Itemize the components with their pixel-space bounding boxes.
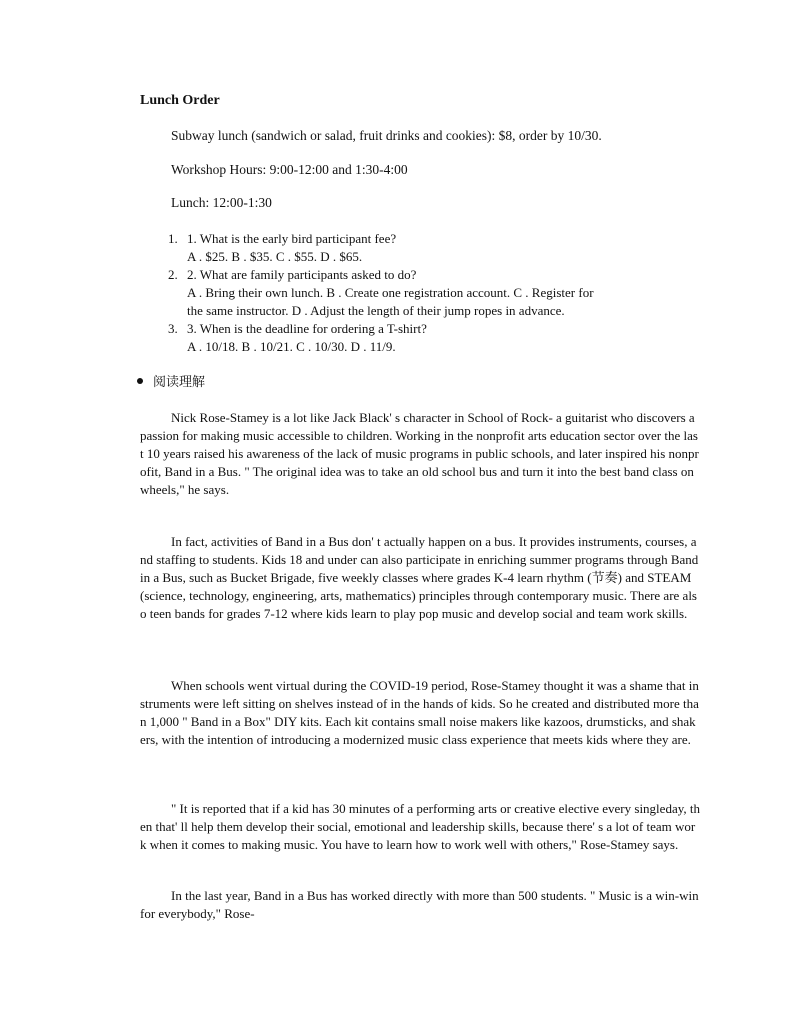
section-heading (137, 371, 205, 390)
question-number: 1. (168, 231, 178, 246)
question-item (168, 320, 628, 356)
question-text: 2. What are family participants asked to do? (187, 267, 417, 282)
paragraph-4: " It is reported that if a kid has 30 minutes of a performing arts or creative elective every singleday, then that' ll help them develop their social, emotional and leadership skills, because there' s a lot of team work when it comes to making music. You have to learn how to work well with others," Rose-Stamey says. (140, 801, 700, 852)
bullet-icon (137, 378, 143, 384)
lunch-time: Lunch: 12:00-1:30 (171, 195, 272, 210)
question-text: 3. When is the deadline for ordering a T-shirt? (187, 321, 427, 336)
question-number: 3. (168, 321, 178, 336)
question-item (168, 230, 628, 266)
question-options: A . Bring their own lunch. B . Create one registration account. C . Register for the same instructor. D . Adjust the length of their jump ropes in advance. (187, 285, 594, 318)
paragraph-5: In the last year, Band in a Bus has worked directly with more than 500 students. " Music is a win-win for everybody," Rose- (140, 888, 699, 921)
question-list (168, 230, 628, 356)
question-number: 2. (168, 267, 178, 282)
subway-lunch-info: Subway lunch (sandwich or salad, fruit drinks and cookies): $8, order by 10/30. (171, 128, 602, 143)
paragraph-3: When schools went virtual during the COVID-19 period, Rose-Stamey thought it was a shame that instruments were left sitting on shelves instead of in the hands of kids. So he created and distributed more than 1,000 " Band in a Box" DIY kits. Each kit contains small noise makers like kazoos, drumsticks, and shakers, with the intention of introducing a modernized music class experience that meets kids where they are. (140, 678, 699, 747)
question-text: 1. What is the early bird participant fee? (187, 231, 397, 246)
question-item (168, 266, 628, 320)
paragraph-1: Nick Rose-Stamey is a lot like Jack Black' s character in School of Rock- a guitarist who discovers a passion for making music accessible to children. Working in the nonprofit arts education sector over the last 10 years raised his awareness of the lack of music programs in public schools, and later inspired his nonprofit, Band in a Bus. " The original idea was to take an old school bus and turn it into the best band class on wheels," he says. (140, 410, 699, 497)
lunch-order-title: Lunch Order (140, 93, 220, 108)
question-options: A . $25. B . $35. C . $55. D . $65. (187, 249, 363, 264)
section-label: 阅读理解 (153, 375, 206, 390)
workshop-hours: Workshop Hours: 9:00-12:00 and 1:30-4:00 (171, 162, 408, 177)
paragraph-2: In fact, activities of Band in a Bus don' t actually happen on a bus. It provides instruments, courses, and staffing to students. Kids 18 and under can also participate in enriching summer programs through Band in a Bus, such as Bucket Brigade, five weekly classes where grades K-4 learn rhythm (节奏) and STEAM (science, technology, engineering, arts, mathematics) principles through contemporary music. There are also teen bands for grades 7-12 where kids learn to play pop music and develop social and team work skills. (140, 534, 699, 621)
question-options: A . 10/18. B . 10/21. C . 10/30. D . 11/9. (187, 339, 396, 354)
